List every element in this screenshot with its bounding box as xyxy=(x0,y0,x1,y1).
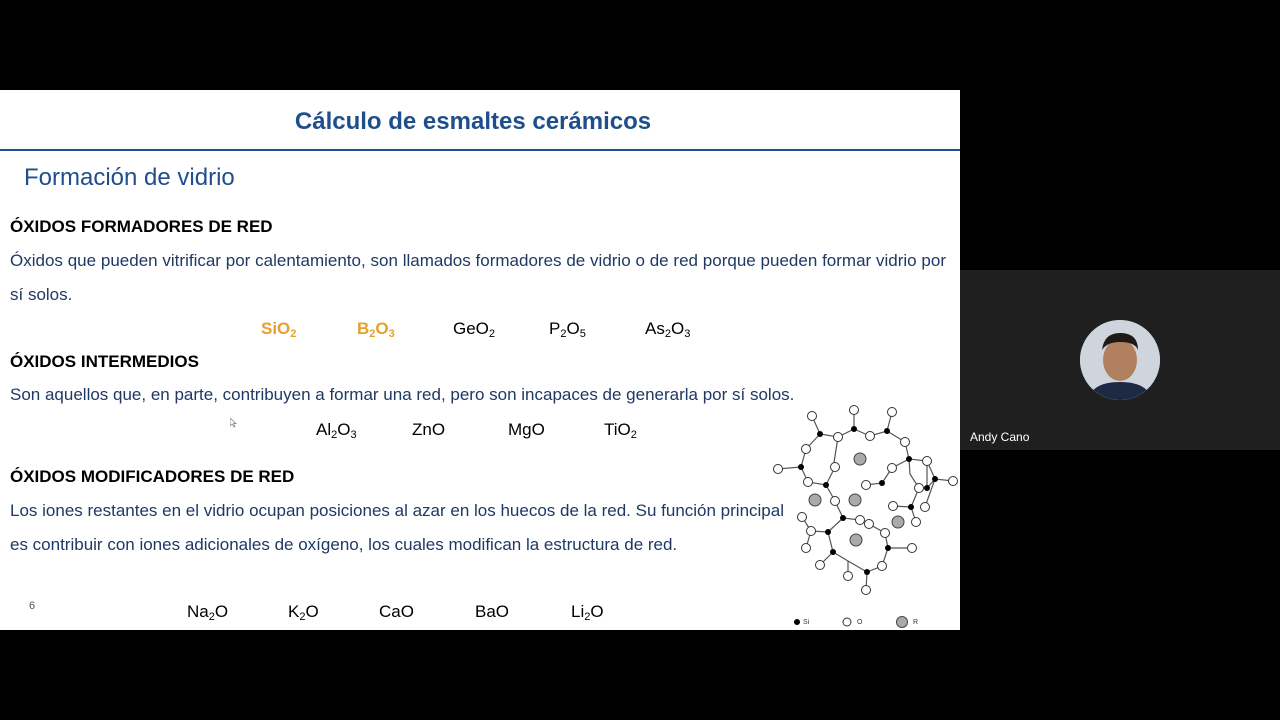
oxygen-atoms xyxy=(774,406,958,595)
slide-subtitle: Formación de vidrio xyxy=(24,164,235,191)
formula-b2o3: $B_2O_3$ xyxy=(357,319,395,340)
title-divider xyxy=(0,149,960,151)
slide-page-number: 6 xyxy=(29,600,36,612)
formula-li2o: $Li_2O$ xyxy=(571,602,604,623)
formula-k2o: $K_2O$ xyxy=(288,602,319,623)
participant-avatar xyxy=(1080,320,1160,400)
formula-as2o3: $As_2O_3$ xyxy=(645,319,691,340)
formula-cao: CaO xyxy=(379,602,414,621)
section-text-formadores: Óxidos que pueden vitrificar por calentamiento, son llamados formadores de vidrio o de red porque pueden formar vidrio por sí solos. xyxy=(10,251,946,304)
formula-p2o5: $P_2O_5$ xyxy=(549,319,586,340)
formula-geo2: GeO$_2$ xyxy=(453,319,496,340)
section-text-modificadores: Los iones restantes en el vidrio ocupan posiciones al azar en los huecos de la red. Su función principal es contribuir con iones adicionales de oxígeno, los cuales modifican la estructura de red. xyxy=(10,501,784,554)
glass-network-diagram xyxy=(768,402,960,630)
participant-name: Andy Cano xyxy=(970,430,1030,444)
formula-zno: ZnO xyxy=(412,420,446,439)
legend-o-label: O xyxy=(857,619,863,626)
slide-title: Cálculo de esmaltes cerámicos xyxy=(294,108,652,135)
formula-tio2: TiO$_2$ xyxy=(604,420,637,441)
formula-bao: BaO xyxy=(475,602,510,621)
legend-si-label: Si xyxy=(803,619,810,626)
participant-video-tile[interactable] xyxy=(960,270,1280,450)
formula-sio2: SiO$_2$ xyxy=(261,319,297,340)
formula-na2o: $Na_2O$ xyxy=(187,602,229,623)
formula-mgo: MgO xyxy=(508,420,545,439)
section-text-intermedios: Son aquellos que, en parte, contribuyen a formar una red, pero son incapaces de generarla por sí solos. xyxy=(10,385,795,404)
section-heading-formadores: ÓXIDOS FORMADORES DE RED xyxy=(10,217,273,236)
presentation-slide xyxy=(0,90,960,630)
section-heading-modificadores: ÓXIDOS MODIFICADORES DE RED xyxy=(10,467,295,486)
section-heading-intermedios: ÓXIDOS INTERMEDIOS xyxy=(10,352,199,371)
diagram-legend xyxy=(794,617,918,628)
formula-al2o3: $Al_2O_3$ xyxy=(316,420,357,441)
mouse-cursor-icon xyxy=(230,418,238,428)
participant-face-icon xyxy=(1080,320,1160,400)
legend-r-label: R xyxy=(913,619,919,626)
